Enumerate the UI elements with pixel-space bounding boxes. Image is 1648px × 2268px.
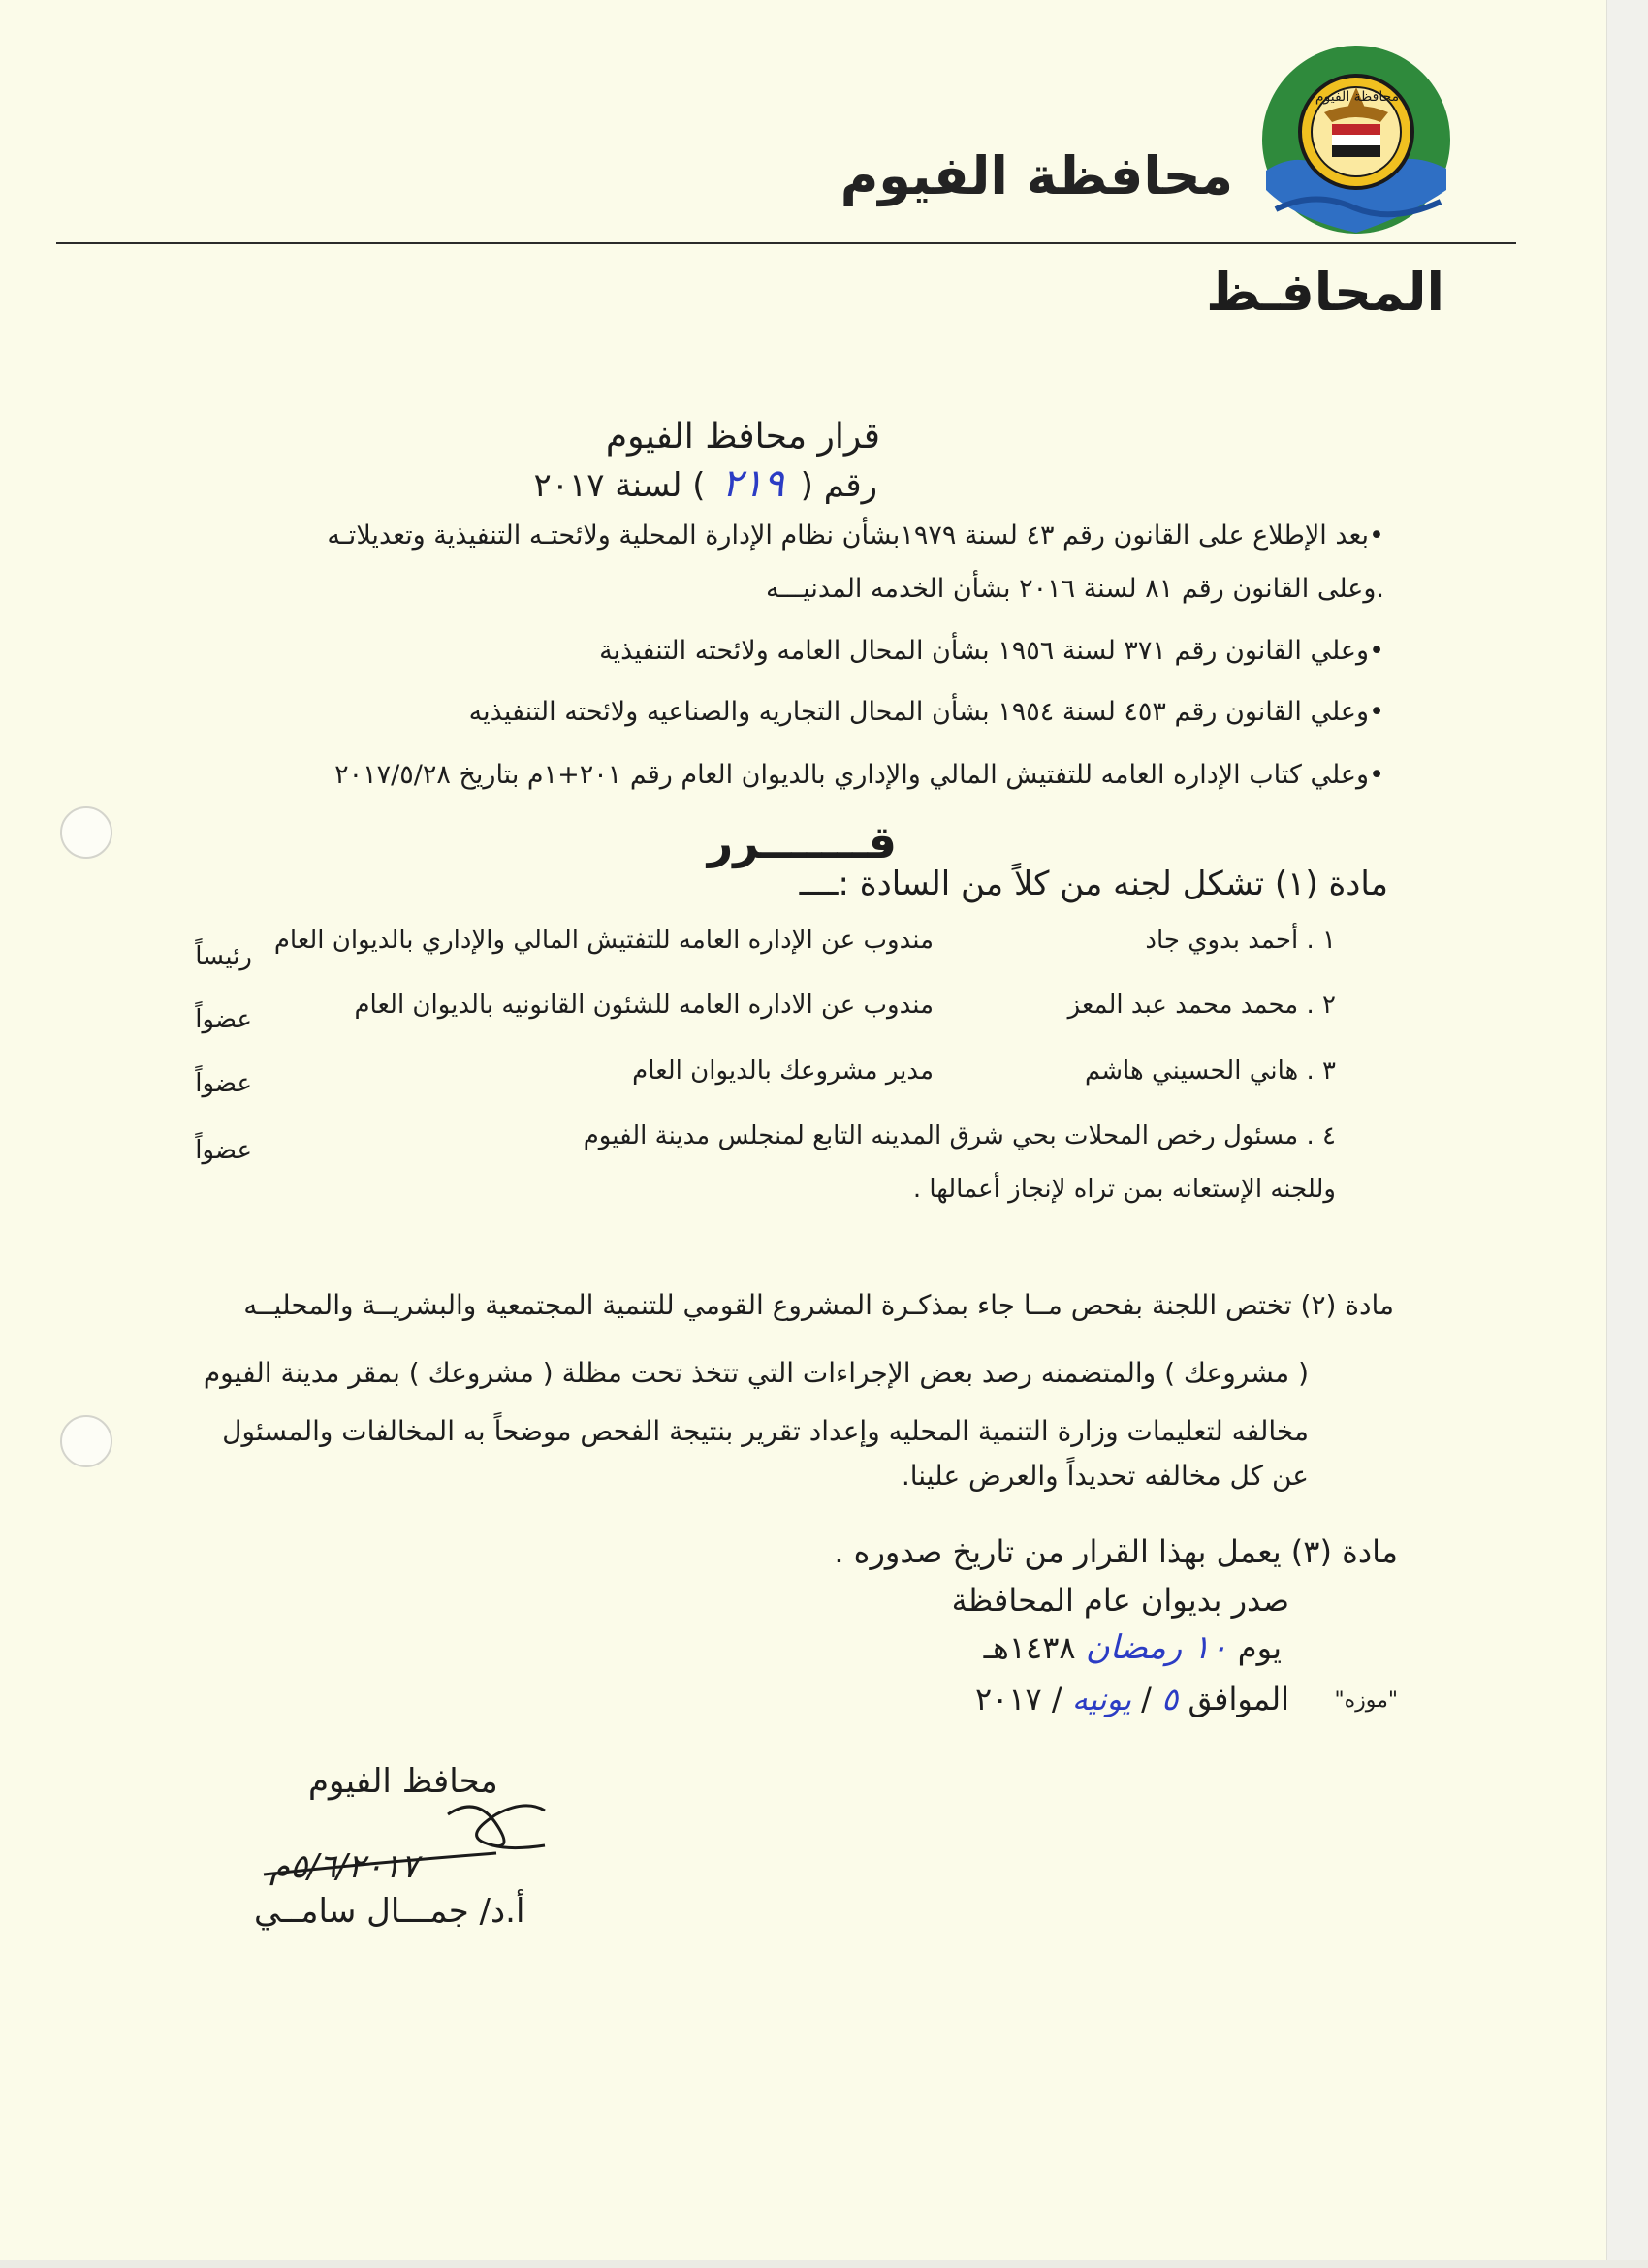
- governor-heading: المحافـظ: [1206, 262, 1444, 323]
- preamble-line: •وعلي القانون رقم ٤٥٣ لسنة ١٩٥٤ بشأن المحال التجاريه والصناعيه ولائحته التنفيذيه: [468, 697, 1384, 727]
- organization-name: محافظة الفيوم: [840, 145, 1233, 206]
- signatory-name: أ.د/ جمـــال سامــي: [254, 1892, 525, 1931]
- scan-edge-bottom: [0, 2260, 1648, 2268]
- decision-number-prefix: رقم (: [800, 466, 877, 505]
- member-name: ٢ . محمد محمد عبد المعز: [1067, 991, 1336, 1020]
- signatory-title: محافظ الفيوم: [308, 1762, 498, 1801]
- member-role: مندوب عن الإداره العامه للتفتيش المالي والإداري بالديوان العام: [273, 926, 934, 955]
- article-3: مادة (٣) يعمل بهذا القرار من تاريخ صدوره .: [834, 1533, 1398, 1570]
- greg-day: ٥: [1161, 1681, 1179, 1717]
- member-status: عضواً: [195, 1069, 252, 1098]
- governorate-seal-logo: [1256, 45, 1456, 235]
- member-status: رئيساً: [195, 942, 252, 971]
- member-name: ١ . أحمد بدوي جاد: [1145, 926, 1336, 955]
- day-label: يوم: [1237, 1629, 1282, 1666]
- preamble-line: •بعد الإطلاع على القانون رقم ٤٣ لسنة ١٩٧٩بشأن نظام الإدارة المحلية ولائحتـه التنفيذية وتعديلاتـه: [327, 520, 1384, 551]
- greg-label: الموافق: [1188, 1681, 1289, 1717]
- svg-text:محافظة الفيوم: محافظة الفيوم: [1315, 89, 1400, 105]
- decided-heading: قـــــــرر: [707, 816, 897, 868]
- hijri-handwritten: ١٠ رمضان: [1085, 1628, 1228, 1667]
- preamble-line: •وعلي كتاب الإداره العامه للتفتيش المالي والإداري بالديوان العام رقم ٢٠١+١م بتاريخ ٢٠١٧/٥/٢٨: [334, 760, 1384, 790]
- decision-number-handwritten: ٢١٩: [721, 461, 784, 506]
- article-2-line: مادة (٢) تختص اللجنة بفحص مــا جاء بمذكـرة المشروع القومي للتنمية المجتمعية والبشريــة والمحليــه: [243, 1289, 1394, 1321]
- article-2-line: مخالفه لتعليمات وزارة التنمية المحليه وإعداد تقرير بنتيجة الفحص موضحاً به المخالفات والمسئول: [222, 1415, 1309, 1447]
- punch-hole: [60, 1415, 112, 1467]
- decision-number-suffix: ) لسنة ٢٠١٧: [533, 466, 706, 505]
- article-1-heading: مادة (١) تشكل لجنه من كلاً من السادة :ــــ: [799, 865, 1388, 903]
- header-divider: [56, 242, 1516, 244]
- article-2-line: عن كل مخالفه تحديداً والعرض علينا.: [901, 1460, 1309, 1492]
- member-role: مدير مشروعك بالديوان العام: [632, 1056, 934, 1086]
- preamble-line: .وعلى القانون رقم ٨١ لسنة ٢٠١٦ بشأن الخدمه المدنيـــه: [766, 574, 1384, 604]
- issued-at: صدر بديوان عام المحافظة: [951, 1582, 1289, 1619]
- decision-number-line: [533, 461, 877, 506]
- scan-edge: [1606, 0, 1648, 2268]
- member-name: ٤ . مسئول رخص المحلات بحي شرق المدينه التابع لمنجلس مدينة الفيوم: [583, 1121, 1336, 1150]
- greg-month-handwritten: يونيه: [1071, 1681, 1131, 1717]
- preamble-line: •وعلي القانون رقم ٣٧١ لسنة ١٩٥٦ بشأن المحال العامه ولائحته التنفيذية: [599, 636, 1384, 666]
- member-role: مندوب عن الاداره العامه للشئون القانونيه بالديوان العام: [354, 991, 934, 1020]
- hijri-date: [984, 1628, 1282, 1667]
- greg-year: ٢٠١٧: [974, 1681, 1042, 1717]
- signature-date: ٥/٦/٢٠١٧م: [269, 1847, 419, 1886]
- gregorian-date: الموافق ٥ / يونيه / ٢٠١٧: [974, 1681, 1289, 1717]
- article-2-line: ( مشروعك ) والمتضمنه رصد بعض الإجراءات التي تتخذ تحت مظلة ( مشروعك ) بمقر مدينة الفيوم: [203, 1357, 1309, 1389]
- article-1-footer: وللجنه الإستعانه بمن تراه لإنجاز أعمالها .: [912, 1175, 1336, 1204]
- member-status: عضواً: [195, 1005, 252, 1034]
- member-status: عضواً: [195, 1136, 252, 1165]
- note-label: "موزه": [1334, 1688, 1398, 1713]
- hijri-year: ١٤٣٨هـ: [983, 1629, 1076, 1666]
- member-name: ٣ . هاني الحسيني هاشم: [1084, 1056, 1336, 1086]
- punch-hole: [60, 806, 112, 859]
- decision-title: قرار محافظ الفيوم: [605, 417, 880, 457]
